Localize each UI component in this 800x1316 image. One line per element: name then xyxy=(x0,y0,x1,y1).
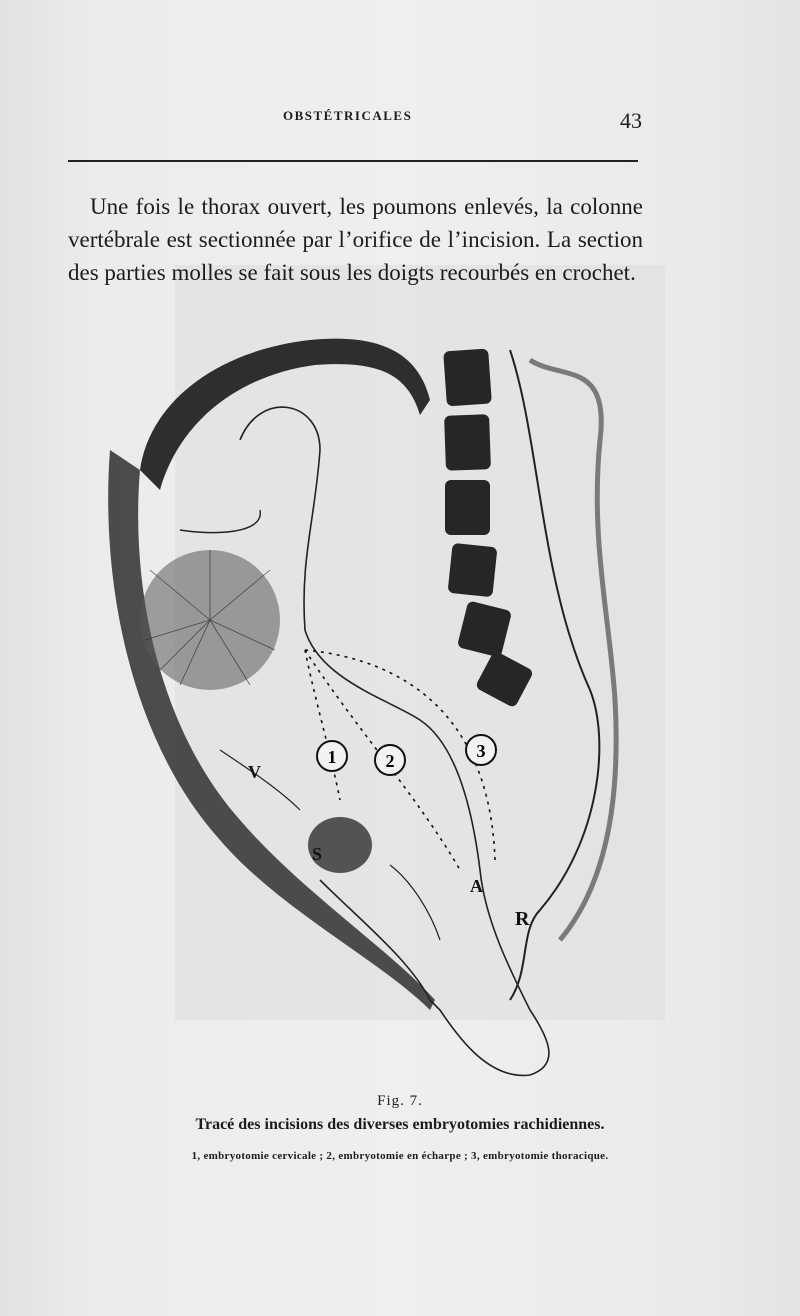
marker-s: S xyxy=(312,844,323,864)
figure-label: Fig. 7. xyxy=(377,1093,423,1109)
body-paragraph: Une fois le thorax ouvert, les poumons enlevés, la colonne vertébrale est sectionnée par l’orifice de l’incision. La section des parties molles se fait sous les doigts recourbés en crochet. xyxy=(68,194,643,285)
marker-3 xyxy=(466,735,496,765)
marker-2-label: 2 xyxy=(385,751,395,771)
figure-caption: Tracé des incisions des diverses embryotomies rachidiennes. xyxy=(195,1116,605,1133)
marker-r: R xyxy=(515,908,530,930)
marker-v: V xyxy=(248,762,261,782)
marker-3-label: 3 xyxy=(476,741,486,761)
body-text xyxy=(68,190,643,289)
anatomical-figure xyxy=(90,320,650,1090)
marker-1 xyxy=(317,741,347,771)
marker-1-label: 1 xyxy=(327,747,337,767)
marker-a: A xyxy=(470,876,483,896)
running-title: OBSTÉTRICALES xyxy=(283,108,413,123)
uterine-wall xyxy=(108,450,435,1010)
vertebral-column xyxy=(443,348,534,708)
figure-legend: 1, embryotomie cervicale ; 2, embryotomie en écharpe ; 3, embryotomie thoracique. xyxy=(191,1150,609,1162)
marker-2 xyxy=(375,745,405,775)
page-number: 43 xyxy=(620,108,642,133)
header-rule xyxy=(68,160,638,162)
